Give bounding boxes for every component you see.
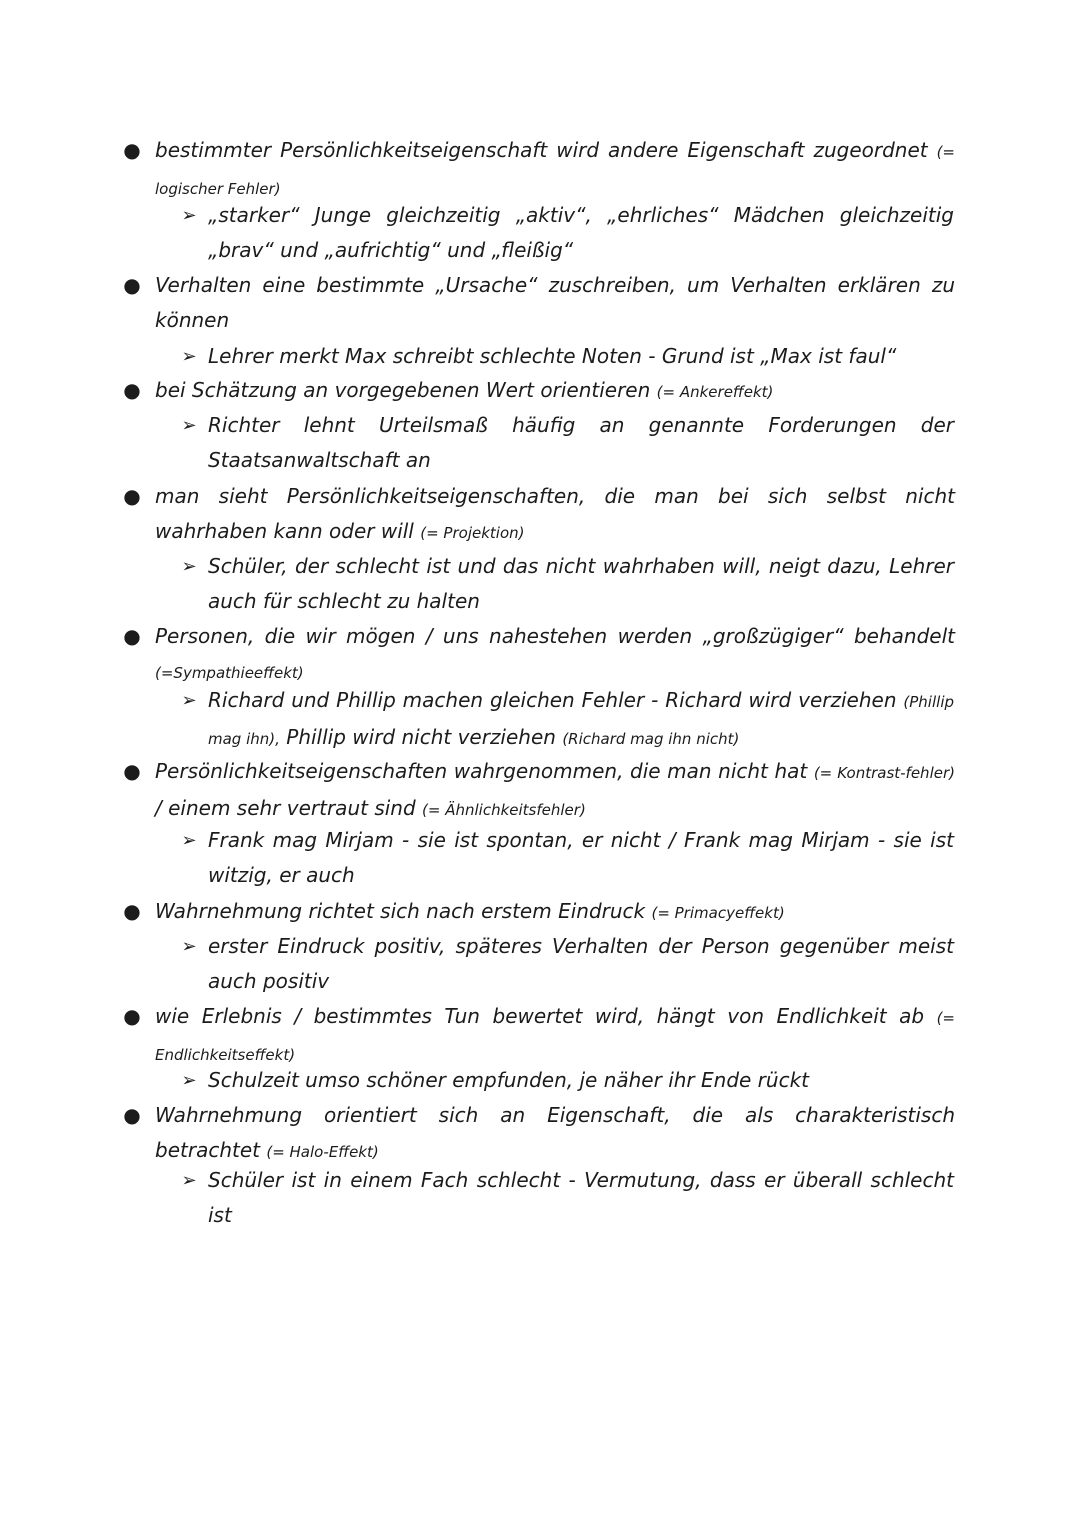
item-note: (= logischer Fehler) xyxy=(155,143,955,198)
bullet-item-ankereffekt xyxy=(123,373,955,410)
item-note: (= Ähnlichkeitsfehler) xyxy=(422,801,586,819)
example-primacyeffekt xyxy=(181,929,954,999)
item-text: man sieht Persönlichkeitseigenschaften, die man bei sich selbst nicht wahrhaben kann oder will xyxy=(155,484,955,543)
example-note: (Phillip mag ihn), xyxy=(208,693,955,748)
bullet-item-logischer-fehler xyxy=(123,133,955,207)
bullet-item-halo-effekt xyxy=(123,1098,955,1170)
example-text: Lehrer merkt Max schreibt schlechte Noten - Grund ist „Max ist faul“ xyxy=(208,344,897,368)
bullet-item-kontrastfehler xyxy=(123,754,955,828)
arrow-icon: ➢ xyxy=(181,1070,197,1091)
arrow-icon: ➢ xyxy=(181,690,197,711)
example-text: Schulzeit umso schöner empfunden, je näher ihr Ende rückt xyxy=(208,1068,809,1092)
item-note: (=Sympathieeffekt) xyxy=(155,664,304,682)
item-note: (= Endlichkeitseffekt) xyxy=(155,1009,955,1064)
example-kontrastfehler xyxy=(181,823,954,893)
example-text: Richter lehnt Urteilsmaß häufig an genannte Forderungen der Staatsanwaltschaft an xyxy=(208,413,954,472)
example-endlichkeitseffekt xyxy=(181,1063,954,1098)
bullet-icon: ● xyxy=(123,1004,141,1028)
bullet-item-primacyeffekt xyxy=(123,894,955,931)
arrow-icon: ➢ xyxy=(181,830,197,851)
bullet-icon: ● xyxy=(123,484,141,508)
item-text: Wahrnehmung orientiert sich an Eigenschaft, die als charakteristisch betrachtet xyxy=(155,1103,955,1162)
arrow-icon: ➢ xyxy=(181,415,197,436)
item-note: (= Kontrast-fehler) xyxy=(813,764,955,782)
bullet-icon: ● xyxy=(123,273,141,297)
bullet-icon: ● xyxy=(123,899,141,923)
item-note: (= Primacyeffekt) xyxy=(651,904,785,922)
example-text: Frank mag Mirjam - sie ist spontan, er nicht / Frank mag Mirjam - sie ist witzig, er auch xyxy=(208,828,954,887)
item-text: Persönlichkeitseigenschaften wahrgenommen, die man nicht hat xyxy=(155,759,808,783)
item-text: Wahrnehmung richtet sich nach erstem Eindruck xyxy=(155,899,646,923)
bullet-icon: ● xyxy=(123,1103,141,1127)
item-text: / einem sehr vertraut sind xyxy=(155,796,416,820)
arrow-icon: ➢ xyxy=(181,936,197,957)
example-text: Phillip wird nicht verziehen xyxy=(286,725,556,749)
bullet-item-projektion xyxy=(123,479,955,551)
example-sympathieeffekt xyxy=(181,683,955,757)
item-note: (= Projektion) xyxy=(420,524,525,542)
example-logischer-fehler xyxy=(181,198,954,268)
example-text: erster Eindruck positiv, späteres Verhalten der Person gegenüber meist auch positiv xyxy=(208,934,954,993)
arrow-icon: ➢ xyxy=(181,1170,197,1191)
item-note: (= Halo-Effekt) xyxy=(266,1143,379,1161)
bullet-icon: ● xyxy=(123,624,141,648)
item-text: bestimmter Persönlichkeitseigenschaft wird andere Eigenschaft zugeordnet xyxy=(155,138,928,162)
example-ursache xyxy=(181,339,954,374)
arrow-icon: ➢ xyxy=(181,205,197,226)
bullet-item-endlichkeitseffekt xyxy=(123,999,955,1073)
example-text: Schüler ist in einem Fach schlecht - Vermutung, dass er überall schlecht ist xyxy=(208,1168,954,1227)
item-text: wie Erlebnis / bestimmtes Tun bewertet wird, hängt von Endlichkeit ab xyxy=(155,1004,925,1028)
example-text: „starker“ Junge gleichzeitig „aktiv“, „ehrliches“ Mädchen gleichzeitig „brav“ und „aufrichtig“ und „fleißig“ xyxy=(208,203,954,262)
bullet-icon: ● xyxy=(123,138,141,162)
example-halo-effekt xyxy=(181,1163,954,1233)
item-text: Verhalten eine bestimmte „Ursache“ zuschreiben, um Verhalten erklären zu können xyxy=(155,273,955,332)
example-ankereffekt xyxy=(181,408,954,478)
bullet-item-sympathieeffekt xyxy=(123,619,955,691)
example-note: (Richard mag ihn nicht) xyxy=(562,730,740,748)
arrow-icon: ➢ xyxy=(181,346,197,367)
item-text: bei Schätzung an vorgegebenen Wert orientieren xyxy=(155,378,651,402)
item-note: (= Ankereffekt) xyxy=(656,383,774,401)
item-text: Personen, die wir mögen / uns nahestehen werden „großzügiger“ behandelt xyxy=(155,624,955,648)
example-text: Schüler, der schlecht ist und das nicht wahrhaben will, neigt dazu, Lehrer auch für schlecht zu halten xyxy=(208,554,954,613)
bullet-icon: ● xyxy=(123,759,141,783)
bullet-icon: ● xyxy=(123,378,141,402)
example-projektion xyxy=(181,549,954,619)
arrow-icon: ➢ xyxy=(181,556,197,577)
bullet-item-ursache xyxy=(123,268,955,338)
example-text: Richard und Phillip machen gleichen Fehler - Richard wird verziehen xyxy=(208,688,897,712)
